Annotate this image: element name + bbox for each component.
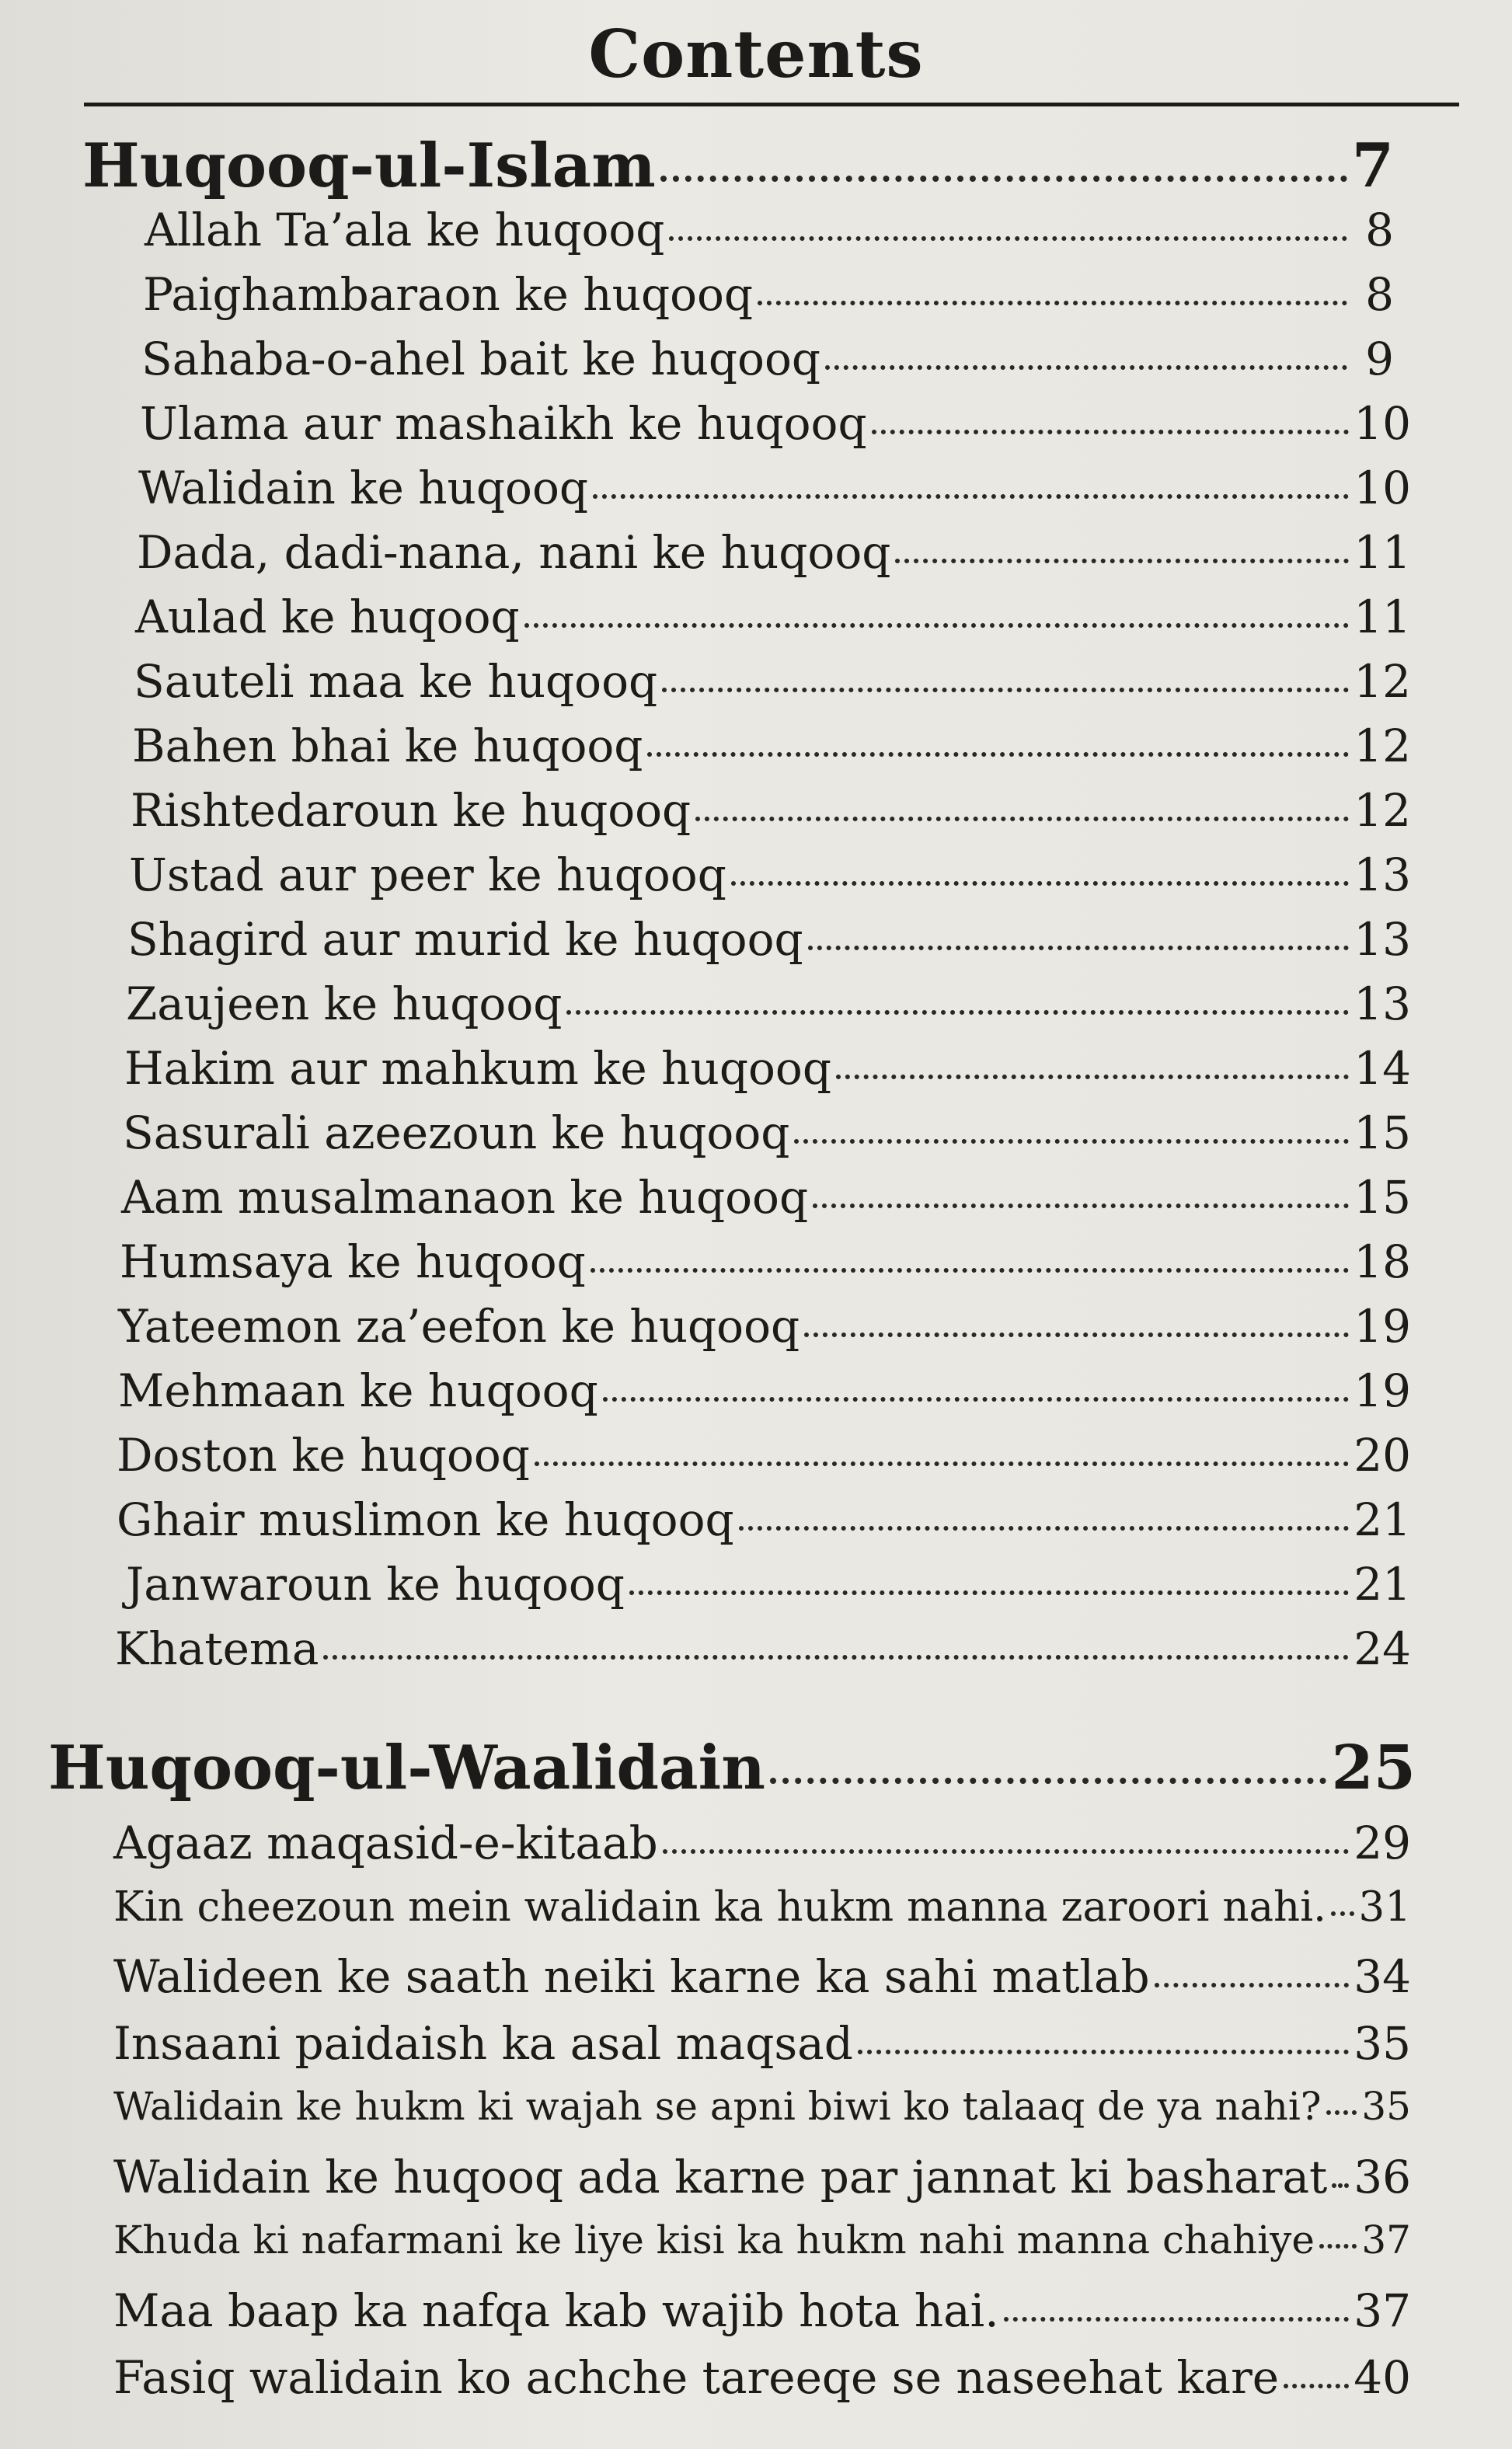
dot-leader bbox=[1332, 2176, 1349, 2188]
dot-leader bbox=[794, 1131, 1349, 1144]
section-title: Huqooq-ul-Islam bbox=[82, 131, 656, 201]
entry-page-number: 34 bbox=[1353, 1950, 1411, 2003]
dot-leader bbox=[603, 1389, 1349, 1402]
entry-page-number: 9 bbox=[1365, 333, 1394, 385]
entry-title: Fasiq walidain ko achche tareeqe se naseehat kare bbox=[113, 2351, 1280, 2404]
entry-title: Allah Ta’ala ke huqooq bbox=[145, 204, 665, 256]
entry-page-number: 8 bbox=[1365, 204, 1394, 256]
entry-title: Walideen ke saath neiki karne ka sahi matlab bbox=[113, 1950, 1150, 2003]
entry-page-number: 14 bbox=[1353, 1042, 1411, 1095]
entry-title: Sauteli maa ke huqooq bbox=[134, 655, 658, 708]
entry-page-number: 11 bbox=[1353, 590, 1411, 643]
entry-page-number: 31 bbox=[1358, 1883, 1411, 1931]
dot-leader bbox=[731, 873, 1349, 886]
toc-entry[interactable] bbox=[113, 2084, 1411, 2129]
toc-entry[interactable] bbox=[145, 204, 1394, 256]
toc-entry[interactable] bbox=[132, 719, 1411, 772]
dot-leader bbox=[872, 422, 1350, 434]
toc-entry[interactable] bbox=[129, 848, 1411, 901]
toc-entry[interactable] bbox=[113, 2217, 1411, 2263]
entry-page-number: 18 bbox=[1353, 1235, 1411, 1288]
entry-page-number: 10 bbox=[1353, 397, 1411, 450]
entry-title: Humsaya ke huqooq bbox=[120, 1235, 586, 1288]
dot-leader bbox=[804, 1325, 1349, 1337]
entry-page-number: 8 bbox=[1365, 268, 1394, 321]
entry-page-number: 29 bbox=[1353, 1817, 1411, 1869]
dot-leader bbox=[1331, 1904, 1354, 1916]
entry-page-number: 19 bbox=[1353, 1364, 1411, 1417]
entry-page-number: 19 bbox=[1353, 1300, 1411, 1353]
entry-title: Walidain ke huqooq bbox=[138, 462, 589, 514]
entry-page-number: 10 bbox=[1353, 462, 1411, 514]
dot-leader bbox=[858, 2042, 1349, 2054]
entry-title: Ghair muslimon ke huqooq bbox=[117, 1493, 734, 1546]
toc-section-huqooq-ul-islam[interactable] bbox=[82, 131, 1394, 201]
toc-entry[interactable] bbox=[137, 526, 1411, 579]
entry-page-number: 21 bbox=[1353, 1558, 1411, 1611]
dot-leader bbox=[662, 680, 1349, 692]
toc-section-huqooq-ul-waalidain[interactable] bbox=[48, 1733, 1416, 1803]
dot-leader bbox=[1319, 2236, 1357, 2249]
toc-entry[interactable] bbox=[115, 1622, 1411, 1675]
entry-title: Walidain ke hukm ki wajah se apni biwi ko talaaq de ya nahi? bbox=[113, 2084, 1322, 2129]
entry-page-number: 37 bbox=[1361, 2217, 1411, 2263]
entry-title: Bahen bhai ke huqooq bbox=[132, 719, 643, 772]
dot-leader bbox=[1004, 2309, 1350, 2322]
toc-entry[interactable] bbox=[123, 1106, 1411, 1159]
entry-title: Sasurali azeezoun ke huqooq bbox=[123, 1106, 790, 1159]
section-title: Huqooq-ul-Waalidain bbox=[48, 1733, 765, 1803]
dot-leader bbox=[758, 293, 1347, 305]
toc-entry[interactable] bbox=[118, 1300, 1411, 1353]
entry-page-number: 35 bbox=[1361, 2084, 1411, 2129]
toc-entry[interactable] bbox=[113, 2151, 1411, 2203]
toc-entry[interactable] bbox=[126, 1558, 1411, 1611]
entry-title: Insaani paidaish ka asal maqsad bbox=[113, 2017, 853, 2070]
page-title: Contents bbox=[588, 16, 924, 92]
entry-title: Maa baap ka nafqa kab wajib hota hai. bbox=[113, 2284, 999, 2337]
entry-title: Shagird aur murid ke huqooq bbox=[127, 913, 803, 966]
entry-title: Janwaroun ke huqooq bbox=[126, 1558, 625, 1611]
entry-title: Khuda ki nafarmani ke liye kisi ka hukm nahi manna chahiye bbox=[113, 2217, 1315, 2263]
entry-page-number: 15 bbox=[1353, 1171, 1411, 1224]
toc-entry[interactable] bbox=[113, 2284, 1411, 2337]
toc-entry[interactable] bbox=[124, 1042, 1411, 1095]
dot-leader bbox=[1155, 1975, 1350, 1987]
entry-page-number: 40 bbox=[1353, 2351, 1411, 2404]
dot-leader bbox=[1284, 2376, 1349, 2388]
toc-entry[interactable] bbox=[143, 268, 1394, 321]
entry-title: Yateemon za’eefon ke huqooq bbox=[118, 1300, 800, 1353]
entry-title: Sahaba-o-ahel bait ke huqooq bbox=[141, 333, 821, 385]
toc-entry[interactable] bbox=[138, 462, 1411, 514]
entry-title: Doston ke huqooq bbox=[117, 1429, 530, 1482]
toc-entry[interactable] bbox=[118, 1364, 1411, 1417]
dot-leader bbox=[591, 1260, 1349, 1273]
toc-entry[interactable] bbox=[120, 1235, 1411, 1288]
entry-page-number: 12 bbox=[1353, 655, 1411, 708]
dot-leader bbox=[663, 1841, 1349, 1854]
dot-leader bbox=[647, 744, 1349, 757]
entry-title: Paighambaraon ke huqooq bbox=[143, 268, 754, 321]
dot-leader bbox=[566, 1002, 1349, 1015]
entry-title: Khatema bbox=[115, 1622, 319, 1675]
toc-entry[interactable] bbox=[134, 655, 1411, 708]
dot-leader bbox=[535, 1454, 1349, 1466]
dot-leader bbox=[770, 1770, 1327, 1784]
toc-entry[interactable] bbox=[141, 333, 1394, 385]
entry-page-number: 36 bbox=[1353, 2151, 1411, 2203]
toc-entry[interactable] bbox=[113, 1883, 1411, 1931]
entry-title: Zaujeen ke huqooq bbox=[126, 977, 563, 1030]
toc-entry[interactable] bbox=[140, 397, 1411, 450]
dot-leader bbox=[1326, 2102, 1357, 2115]
dot-leader bbox=[323, 1647, 1349, 1660]
toc-entry[interactable] bbox=[113, 2351, 1411, 2404]
toc-entry[interactable] bbox=[126, 977, 1411, 1030]
entry-title: Agaaz maqasid-e-kitaab bbox=[113, 1817, 658, 1869]
toc-entry[interactable] bbox=[135, 590, 1411, 643]
entry-page-number: 15 bbox=[1353, 1106, 1411, 1159]
entry-title: Aulad ke huqooq bbox=[135, 590, 520, 643]
entry-page-number: 11 bbox=[1353, 526, 1411, 579]
entry-page-number: 21 bbox=[1353, 1493, 1411, 1546]
dot-leader bbox=[895, 551, 1349, 563]
entry-title: Rishtedaroun ke huqooq bbox=[131, 784, 692, 837]
toc-entry[interactable] bbox=[127, 913, 1411, 966]
dot-leader bbox=[660, 168, 1347, 182]
toc-entry[interactable] bbox=[121, 1171, 1411, 1224]
entry-page-number: 12 bbox=[1353, 719, 1411, 772]
entry-title: Dada, dadi-nana, nani ke huqooq bbox=[137, 526, 891, 579]
section-page-number: 7 bbox=[1351, 131, 1394, 201]
toc-entry[interactable] bbox=[117, 1493, 1411, 1546]
entry-page-number: 20 bbox=[1353, 1429, 1411, 1482]
entry-title: Ustad aur peer ke huqooq bbox=[129, 848, 726, 901]
entry-page-number: 12 bbox=[1353, 784, 1411, 837]
entry-title: Walidain ke huqooq ada karne par jannat ki basharat bbox=[113, 2151, 1328, 2203]
dot-leader bbox=[524, 615, 1350, 628]
toc-entry[interactable] bbox=[113, 1950, 1411, 2003]
entry-title: Aam musalmanaon ke huqooq bbox=[121, 1171, 809, 1224]
section-page-number: 25 bbox=[1331, 1733, 1416, 1803]
entry-page-number: 13 bbox=[1353, 913, 1411, 966]
entry-title: Mehmaan ke huqooq bbox=[118, 1364, 598, 1417]
dot-leader bbox=[695, 809, 1349, 821]
entry-title: Kin cheezoun mein walidain ka hukm manna zaroori nahi. bbox=[113, 1883, 1326, 1931]
entry-title: Ulama aur mashaikh ke huqooq bbox=[140, 397, 867, 450]
dot-leader bbox=[739, 1518, 1350, 1531]
dot-leader bbox=[808, 938, 1350, 950]
entry-page-number: 13 bbox=[1353, 977, 1411, 1030]
toc-entry[interactable] bbox=[131, 784, 1411, 837]
entry-title: Hakim aur mahkum ke huqooq bbox=[124, 1042, 831, 1095]
dot-leader bbox=[813, 1196, 1349, 1208]
dot-leader bbox=[669, 228, 1347, 241]
toc-entry[interactable] bbox=[113, 1817, 1411, 1869]
dot-leader bbox=[825, 357, 1347, 370]
dot-leader bbox=[593, 486, 1349, 499]
toc-entry[interactable] bbox=[117, 1429, 1411, 1482]
title-rule bbox=[84, 103, 1459, 106]
toc-entry[interactable] bbox=[113, 2017, 1411, 2070]
entry-page-number: 24 bbox=[1353, 1622, 1411, 1675]
entry-page-number: 35 bbox=[1353, 2017, 1411, 2070]
entry-page-number: 37 bbox=[1353, 2284, 1411, 2337]
entry-page-number: 13 bbox=[1353, 848, 1411, 901]
dot-leader bbox=[629, 1583, 1349, 1595]
dot-leader bbox=[836, 1067, 1349, 1079]
